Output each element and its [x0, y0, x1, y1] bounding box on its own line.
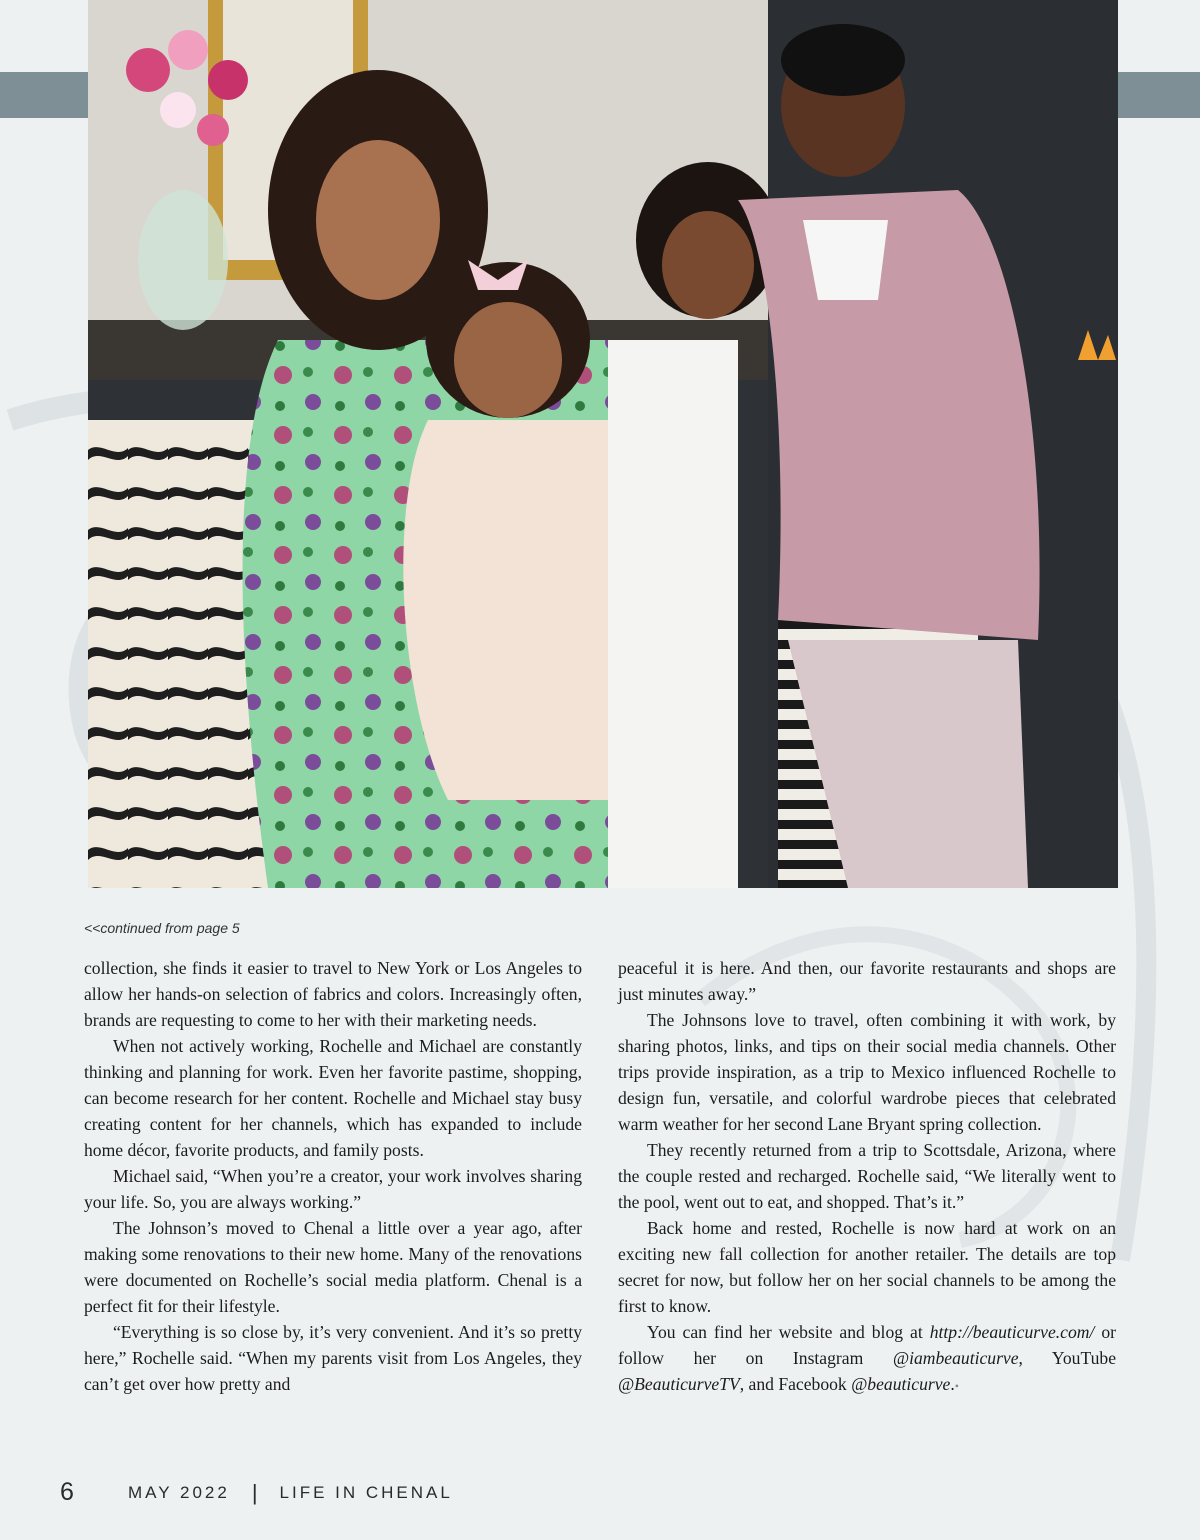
paragraph: collection, she finds it easier to travel to New York or Los Angeles to allow her hands-on selection of fabrics and colors. Increasingly often, brands are requesting to come to her with their marketing needs. [84, 958, 582, 1030]
closing-text: or follow her on Instagram [618, 1322, 1116, 1368]
footer-separator: | [251, 1479, 258, 1505]
closing-text: . [950, 1374, 955, 1394]
accent-band-right [1118, 72, 1200, 118]
page-footer [60, 1478, 453, 1507]
closing-text: You can find her website and blog at [647, 1322, 930, 1342]
closing-paragraph [618, 1319, 1116, 1399]
website-link[interactable]: http://beauticurve.com/ [929, 1322, 1095, 1342]
accent-band-left [0, 72, 88, 118]
article-left-column [84, 955, 582, 1397]
paragraph: The Johnson’s moved to Chenal a little over a year ago, after making some renovations to their new home. Many of the renovations were documented on Rochelle’s social media platform. Chenal is a perfect fit for their lifestyle. [84, 1218, 582, 1316]
paragraph: The Johnsons love to travel, often combining it with work, by sharing photos, links, and tips on their social media channels. Other trips provide inspiration, as a trip to Mexico influenced Rochelle to design fun, versatile, and colorful wardrobe pieces that celebrated warm weather for her second Lane Bryant spring collection. [618, 1010, 1116, 1134]
publication-name: LIFE IN CHENAL [279, 1482, 453, 1502]
closing-text: , and Facebook [739, 1374, 852, 1394]
paragraph: When not actively working, Rochelle and Michael are constantly thinking and planning for work. Even her favorite pastime, shopping, can become research for her content. Rochelle and Michael stay busy creating content for her channels, which has expanded to include home décor, favorite products, and family posts. [84, 1036, 582, 1160]
paragraph: They recently returned from a trip to Scottsdale, Arizona, where the couple rested and recharged. Rochelle said, “We literally went to the pool, went out to eat, and shopped. That’s it.” [618, 1140, 1116, 1212]
paragraph: peaceful it is here. And then, our favorite restaurants and shops are just minutes away.” [618, 958, 1116, 1004]
article-right-column [618, 955, 1116, 1399]
instagram-handle[interactable]: @iambeauticurve [892, 1348, 1019, 1368]
end-mark: • [954, 1379, 959, 1393]
facebook-handle[interactable]: @beauticurve [851, 1374, 951, 1394]
paragraph: Back home and rested, Rochelle is now hard at work on an exciting new fall collection for another retailer. The details are top secret for now, but follow her on her social channels to be among the first to know. [618, 1218, 1116, 1316]
youtube-handle[interactable]: @BeauticurveTV [618, 1374, 740, 1394]
continued-from-note: <<continued from page 5 [84, 920, 240, 936]
paragraph: Michael said, “When you’re a creator, your work involves sharing your life. So, you are always working.” [84, 1166, 582, 1212]
family-portrait-photo [88, 0, 1118, 888]
issue-date: MAY 2022 [128, 1482, 230, 1502]
page-number: 6 [60, 1478, 74, 1506]
closing-text: , YouTube [1018, 1348, 1117, 1368]
paragraph: “Everything is so close by, it’s very convenient. And it’s so pretty here,” Rochelle said. “When my parents visit from Los Angeles, they can’t get over how pretty and [84, 1322, 582, 1394]
